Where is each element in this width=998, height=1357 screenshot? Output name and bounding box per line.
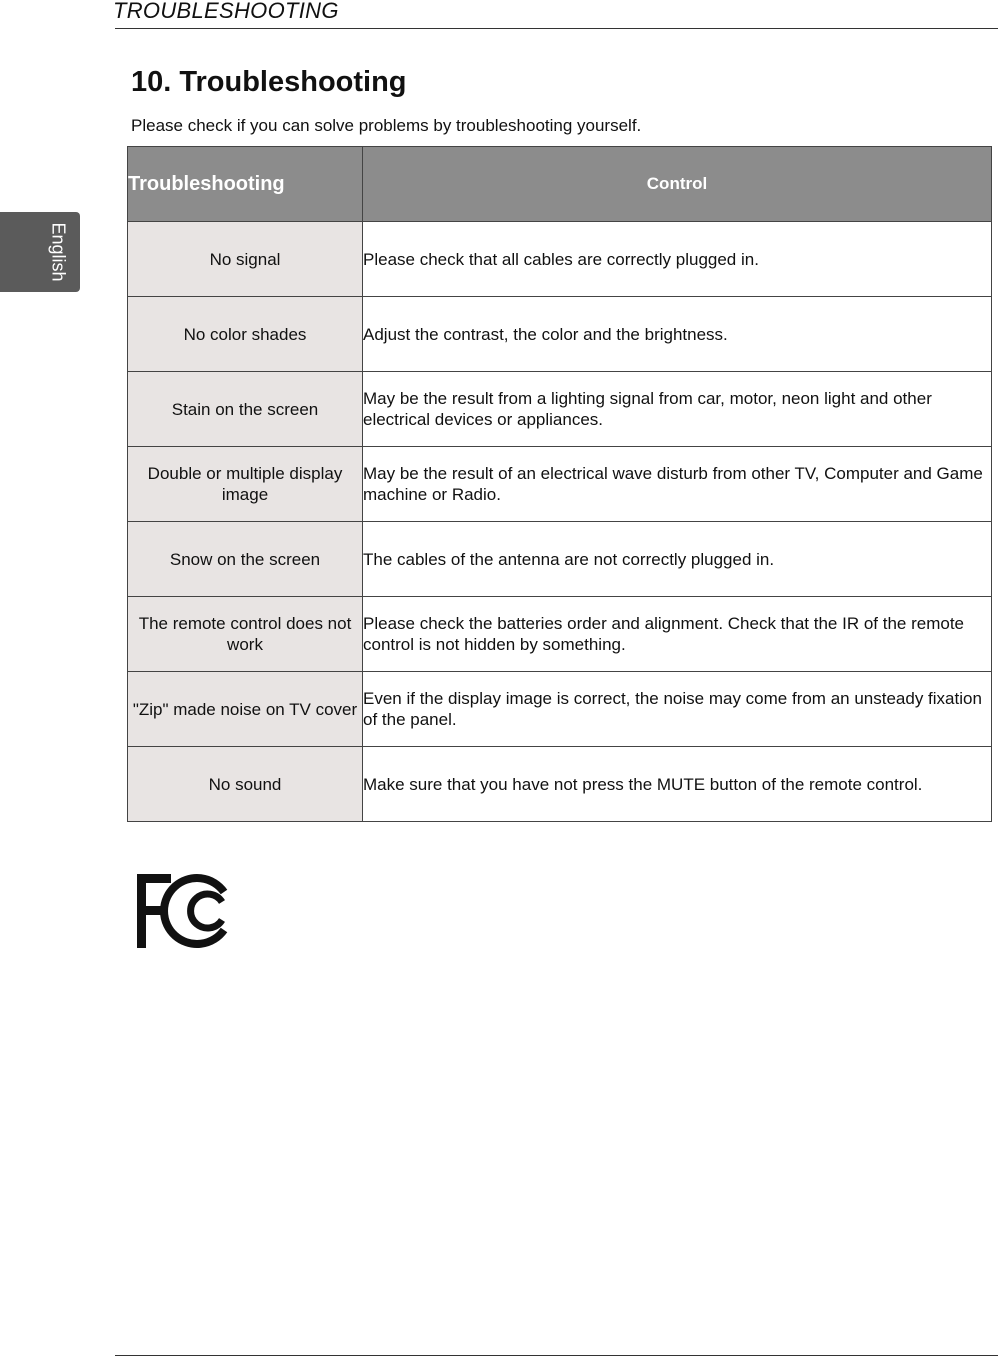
fcc-logo-icon <box>136 872 230 950</box>
problem-cell: Snow on the screen <box>128 522 363 597</box>
column-header-troubleshooting: Troubleshooting <box>128 147 363 222</box>
table-row <box>128 747 992 822</box>
control-cell: Please check the batteries order and alignment. Check that the IR of the remote control is not hidden by something. <box>363 597 992 672</box>
table-row <box>128 222 992 297</box>
language-tab-label: English <box>48 222 69 282</box>
section-intro: Please check if you can solve problems by troubleshooting yourself. <box>131 116 642 135</box>
control-cell: Even if the display image is correct, the noise may come from an unsteady fixation of the panel. <box>363 672 992 747</box>
problem-cell: Double or multiple display image <box>128 447 363 522</box>
table-row <box>128 297 992 372</box>
problem-cell: "Zip" made noise on TV cover <box>128 672 363 747</box>
problem-cell: No color shades <box>128 297 363 372</box>
table-row <box>128 597 992 672</box>
problem-cell: The remote control does not work <box>128 597 363 672</box>
control-cell: Please check that all cables are correctly plugged in. <box>363 222 992 297</box>
table-row <box>128 447 992 522</box>
section-title: 10. Troubleshooting <box>131 66 407 98</box>
table-header-row <box>128 147 992 222</box>
language-tab <box>0 212 80 292</box>
table-row <box>128 522 992 597</box>
table-row <box>128 372 992 447</box>
control-cell: May be the result of an electrical wave disturb from other TV, Computer and Game machine or Radio. <box>363 447 992 522</box>
troubleshooting-table <box>127 146 992 822</box>
control-cell: The cables of the antenna are not correctly plugged in. <box>363 522 992 597</box>
table-row <box>128 672 992 747</box>
problem-cell: Stain on the screen <box>128 372 363 447</box>
control-cell: Adjust the contrast, the color and the brightness. <box>363 297 992 372</box>
running-header-title: TROUBLESHOOTING <box>113 0 339 23</box>
problem-cell: No signal <box>128 222 363 297</box>
header-divider <box>115 28 998 29</box>
control-cell: May be the result from a lighting signal from car, motor, neon light and other electrical devices or appliances. <box>363 372 992 447</box>
problem-cell: No sound <box>128 747 363 822</box>
column-header-control: Control <box>363 147 992 222</box>
control-cell: Make sure that you have not press the MUTE button of the remote control. <box>363 747 992 822</box>
footer-divider <box>115 1355 998 1356</box>
